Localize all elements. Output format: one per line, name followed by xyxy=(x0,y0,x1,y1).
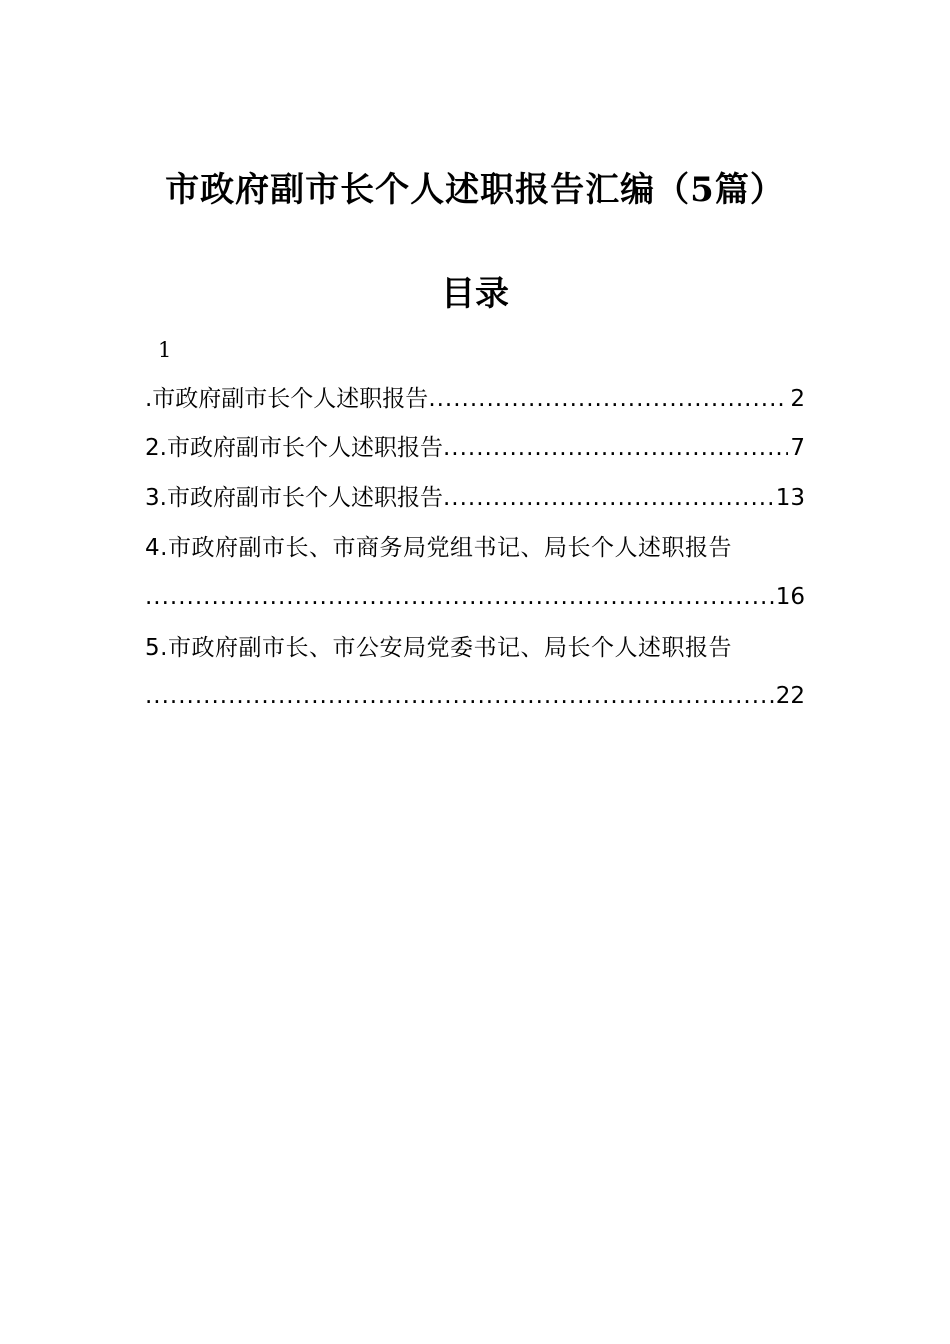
toc-entry-2-page: 7 xyxy=(790,435,805,461)
toc-entry-3-text: 3.市政府副市长个人述职报告 xyxy=(145,485,443,511)
toc-entry-5-page-line[interactable] xyxy=(145,679,805,713)
toc-stray-number: 1 xyxy=(158,338,172,362)
toc-entry-2-text: 2.市政府副市长个人述职报告 xyxy=(145,435,443,461)
toc-entry-4-text-line[interactable] xyxy=(145,531,805,565)
toc-entry-4-page: 16 xyxy=(775,584,805,610)
toc-leader-dots xyxy=(145,580,774,614)
toc-leader-dots xyxy=(145,679,774,713)
toc-entry-3[interactable] xyxy=(145,481,805,515)
toc-entry-1-page: 2 xyxy=(790,386,805,412)
toc-entry-1-text: .市政府副市长个人述职报告 xyxy=(145,386,429,412)
toc-leader-dots xyxy=(443,481,774,515)
toc-entry-5-page: 22 xyxy=(775,683,805,709)
toc-leader-dots xyxy=(443,431,788,465)
toc-entry-1[interactable] xyxy=(145,382,805,416)
toc-leader-dots xyxy=(428,382,788,416)
toc-entry-5-text-line[interactable] xyxy=(145,631,805,665)
toc-entry-2[interactable] xyxy=(145,431,805,465)
document-title: 市政府副市长个人述职报告汇编（5篇） xyxy=(165,170,785,210)
toc-entry-4-page-line[interactable] xyxy=(145,580,805,614)
toc-heading: 目录 xyxy=(441,274,509,314)
toc-entry-5-text: 5.市政府副市长、市公安局党委书记、局长个人述职报告 xyxy=(145,635,732,661)
toc-entry-4-text: 4.市政府副市长、市商务局党组书记、局长个人述职报告 xyxy=(145,535,732,561)
toc-entry-3-page: 13 xyxy=(775,485,805,511)
